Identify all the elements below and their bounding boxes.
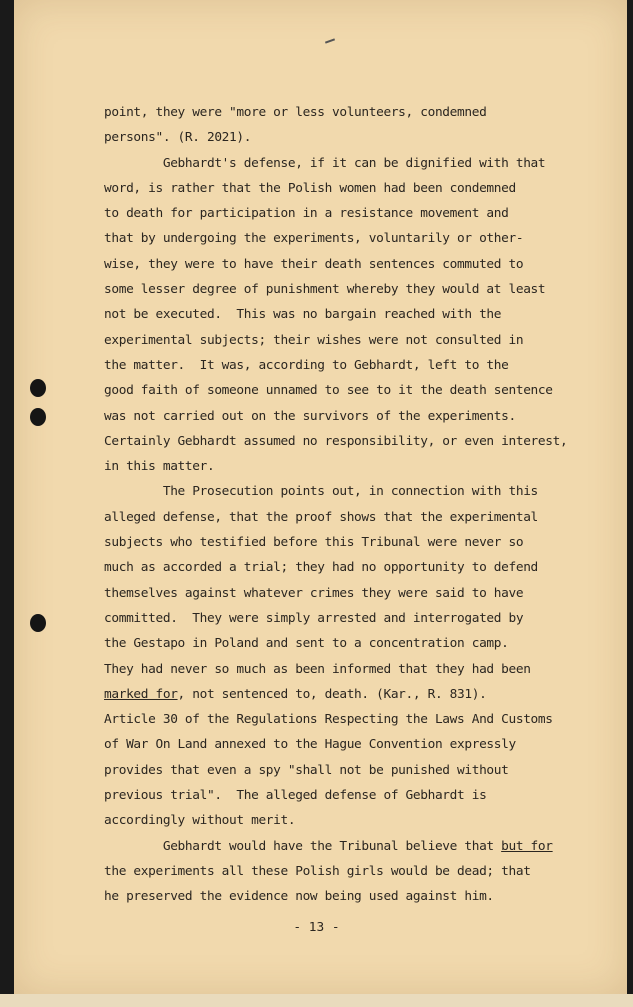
- text-line: [104, 884, 584, 909]
- line-segment: persons". (R. 2021).: [104, 130, 252, 146]
- line-segment: provides that even a spy "shall not be punished without: [104, 762, 509, 778]
- text-line: [104, 606, 584, 631]
- text-line: [104, 732, 584, 757]
- text-line: [104, 758, 584, 783]
- line-segment: experimental subjects; their wishes were not consulted in: [104, 332, 524, 348]
- paragraph: [104, 151, 584, 480]
- line-segment: Article 30 of the Regulations Respecting the Laws And Customs: [104, 712, 553, 728]
- underlined-phrase: marked for: [104, 686, 178, 702]
- line-segment: in this matter.: [104, 459, 215, 475]
- binder-hole: [30, 614, 46, 632]
- line-segment: to death for participation in a resistance movement and: [104, 206, 509, 222]
- line-segment: the Gestapo in Poland and sent to a concentration camp.: [104, 636, 509, 652]
- line-segment: the matter. It was, according to Gebhardt, left to the: [104, 357, 509, 373]
- text-line: [104, 277, 584, 302]
- text-line: [104, 530, 584, 555]
- line-segment: of War On Land annexed to the Hague Convention expressly: [104, 737, 516, 753]
- text-line: [104, 100, 584, 125]
- text-line: [104, 682, 584, 707]
- line-segment: some lesser degree of punishment whereby they would at least: [104, 282, 546, 298]
- line-segment: wise, they were to have their death sentences commuted to: [104, 256, 524, 272]
- binder-hole: [30, 379, 46, 397]
- line-segment: word, is rather that the Polish women had been condemned: [104, 180, 516, 196]
- text-line: [104, 479, 584, 504]
- paragraph: [104, 100, 584, 151]
- underlined-phrase: but for: [501, 838, 553, 854]
- text-line: [104, 505, 584, 530]
- line-segment: subjects who testified before this Tribunal were never so: [104, 535, 524, 551]
- text-line: [104, 707, 584, 732]
- line-segment: good faith of someone unnamed to see to it the death sentence: [104, 383, 553, 399]
- line-segment: Gebhardt's defense, if it can be dignified with that: [104, 155, 546, 171]
- text-line: [104, 783, 584, 808]
- text-line: [104, 201, 584, 226]
- line-segment: point, they were "more or less volunteers, condemned: [104, 105, 487, 120]
- line-segment: Certainly Gebhardt assumed no responsibility, or even interest,: [104, 433, 568, 449]
- text-line: [104, 631, 584, 656]
- text-line: [104, 657, 584, 682]
- line-segment: the experiments all these Polish girls would be dead; that: [104, 863, 531, 879]
- line-segment: committed. They were simply arrested and interrogated by: [104, 610, 524, 626]
- line-segment: The Prosecution points out, in connection with this: [104, 484, 538, 500]
- line-segment: that by undergoing the experiments, voluntarily or other-: [104, 231, 524, 247]
- binder-hole: [30, 408, 46, 426]
- line-segment: alleged defense, that the proof shows that the experimental: [104, 509, 538, 525]
- line-segment: much as accorded a trial; they had no opportunity to defend: [104, 560, 538, 576]
- text-line: [104, 252, 584, 277]
- line-segment: , not sentenced to, death. (Kar., R. 831).: [177, 686, 487, 702]
- text-line: [104, 581, 584, 606]
- line-segment: he preserved the evidence now being used against him.: [104, 889, 494, 905]
- page-edge: [0, 994, 633, 1007]
- text-line: [104, 429, 584, 454]
- text-line: [104, 353, 584, 378]
- line-segment: Gebhardt would have the Tribunal believe that: [104, 838, 502, 854]
- text-line: [104, 302, 584, 327]
- text-line: [104, 125, 584, 150]
- text-line: [104, 859, 584, 884]
- line-segment: was not carried out on the survivors of the experiments.: [104, 408, 516, 424]
- line-segment: themselves against whatever crimes they were said to have: [104, 585, 524, 601]
- paragraph: [104, 479, 584, 833]
- line-segment: previous trial". The alleged defense of Gebhardt is: [104, 788, 487, 804]
- line-segment: not be executed. This was no bargain reached with the: [104, 307, 502, 323]
- text-line: [104, 404, 584, 429]
- text-line: [104, 151, 584, 176]
- text-line: [104, 454, 584, 479]
- paragraph: [104, 834, 584, 910]
- line-segment: accordingly without merit.: [104, 813, 296, 829]
- line-segment: They had never so much as been informed that they had been: [104, 661, 531, 677]
- text-line: [104, 555, 584, 580]
- text-line: [104, 834, 584, 859]
- text-line: [104, 226, 584, 251]
- page-number: - 13 -: [293, 920, 340, 935]
- text-line: [104, 328, 584, 353]
- text-line: [104, 176, 584, 201]
- text-line: [104, 808, 584, 833]
- text-line: [104, 378, 584, 403]
- body-text: [104, 100, 584, 910]
